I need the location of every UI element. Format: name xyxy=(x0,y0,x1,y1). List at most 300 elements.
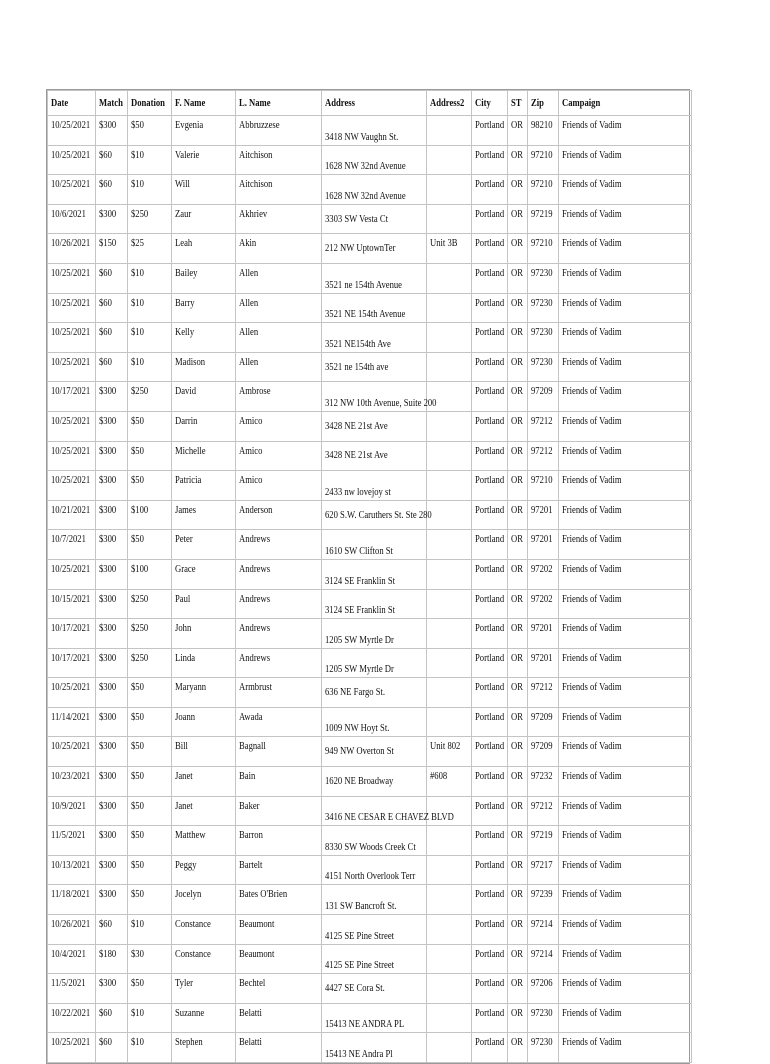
address-cell: 4125 SE Pine Street xyxy=(322,915,412,945)
last-name-cell: Belatti xyxy=(236,1033,310,1063)
campaign-cell: Friends of Vadim xyxy=(559,648,673,678)
last-name-cell: Allen xyxy=(236,323,310,353)
last-name-cell: Bagnall xyxy=(236,737,310,767)
city-cell: Portland xyxy=(472,323,503,353)
date-cell: 10/25/2021 xyxy=(48,263,89,293)
state-cell: OR xyxy=(508,411,525,441)
date-cell: 10/6/2021 xyxy=(48,204,89,234)
first-name-cell: Joann xyxy=(172,707,227,737)
first-name-cell: Valerie xyxy=(172,145,227,175)
donation-cell: $10 xyxy=(128,323,166,353)
last-name-cell: Belatti xyxy=(236,1003,310,1033)
table-row xyxy=(48,116,692,146)
address-cell: 2433 nw lovejoy st xyxy=(322,471,412,501)
first-name-cell: Zaur xyxy=(172,204,227,234)
city-cell: Portland xyxy=(472,737,503,767)
zip-cell: 97209 xyxy=(528,737,555,767)
city-cell: Portland xyxy=(472,619,503,649)
donation-cell: $250 xyxy=(128,382,166,412)
address-cell: 4125 SE Pine Street xyxy=(322,944,412,974)
city-cell: Portland xyxy=(472,974,503,1004)
state-cell: OR xyxy=(508,204,525,234)
state-cell: OR xyxy=(508,944,525,974)
zip-cell: 97219 xyxy=(528,826,555,856)
first-name-cell: Stephen xyxy=(172,1033,227,1063)
table-row xyxy=(48,767,692,797)
first-name-cell: Suzanne xyxy=(172,1003,227,1033)
zip-cell: 97212 xyxy=(528,441,555,471)
first-name-cell: David xyxy=(172,382,227,412)
campaign-cell: Friends of Vadim xyxy=(559,234,673,264)
zip-cell: 98210 xyxy=(528,116,555,146)
address-cell: 949 NW Overton St xyxy=(322,737,412,767)
address-cell: 3124 SE Franklin St xyxy=(322,589,412,619)
table-row xyxy=(48,441,692,471)
column-header-last-name: L. Name xyxy=(236,91,310,116)
last-name-cell: Baker xyxy=(236,796,310,826)
table-row xyxy=(48,323,692,353)
address-cell: 620 S.W. Caruthers St. Ste 280 xyxy=(322,500,412,530)
address2-cell xyxy=(427,1033,466,1063)
zip-cell: 97230 xyxy=(528,1033,555,1063)
match-cell: $300 xyxy=(96,885,124,915)
city-cell: Portland xyxy=(472,175,503,205)
donation-cell: $50 xyxy=(128,796,166,826)
last-name-cell: Beaumont xyxy=(236,944,310,974)
address2-cell: Unit 3B xyxy=(427,234,466,264)
campaign-cell: Friends of Vadim xyxy=(559,678,673,708)
table-row xyxy=(48,885,692,915)
zip-cell: 97201 xyxy=(528,530,555,560)
campaign-cell: Friends of Vadim xyxy=(559,707,673,737)
last-name-cell: Aitchison xyxy=(236,145,310,175)
address-cell: 3521 ne 154th Avenue xyxy=(322,263,412,293)
date-cell: 10/25/2021 xyxy=(48,352,89,382)
city-cell: Portland xyxy=(472,530,503,560)
column-header-zip: Zip xyxy=(528,91,555,116)
match-cell: $300 xyxy=(96,678,124,708)
donation-cell: $250 xyxy=(128,589,166,619)
city-cell: Portland xyxy=(472,441,503,471)
address2-cell xyxy=(427,145,466,175)
last-name-cell: Andrews xyxy=(236,559,310,589)
campaign-cell: Friends of Vadim xyxy=(559,175,673,205)
match-cell: $60 xyxy=(96,145,124,175)
city-cell: Portland xyxy=(472,648,503,678)
city-cell: Portland xyxy=(472,116,503,146)
city-cell: Portland xyxy=(472,796,503,826)
donation-cell: $100 xyxy=(128,500,166,530)
match-cell: $300 xyxy=(96,589,124,619)
address-cell: 3428 NE 21st Ave xyxy=(322,411,412,441)
zip-cell: 97232 xyxy=(528,767,555,797)
donation-cell: $50 xyxy=(128,826,166,856)
zip-cell: 97212 xyxy=(528,678,555,708)
match-cell: $300 xyxy=(96,619,124,649)
address-cell: 1009 NW Hoyt St. xyxy=(322,707,412,737)
campaign-cell: Friends of Vadim xyxy=(559,441,673,471)
match-cell: $60 xyxy=(96,263,124,293)
donation-cell: $50 xyxy=(128,411,166,441)
donation-cell: $50 xyxy=(128,678,166,708)
address2-cell xyxy=(427,944,466,974)
column-header-donation: Donation xyxy=(128,91,166,116)
campaign-cell: Friends of Vadim xyxy=(559,500,673,530)
date-cell: 10/25/2021 xyxy=(48,116,89,146)
zip-cell: 97210 xyxy=(528,471,555,501)
match-cell: $60 xyxy=(96,915,124,945)
donation-cell: $10 xyxy=(128,293,166,323)
last-name-cell: Andrews xyxy=(236,648,310,678)
date-cell: 10/25/2021 xyxy=(48,293,89,323)
address2-cell xyxy=(427,707,466,737)
date-cell: 10/26/2021 xyxy=(48,915,89,945)
donation-cell: $25 xyxy=(128,234,166,264)
match-cell: $60 xyxy=(96,293,124,323)
table-row xyxy=(48,471,692,501)
address2-cell xyxy=(427,885,466,915)
address-cell: 3416 NE CESAR E CHAVEZ BLVD xyxy=(322,796,412,826)
table-row xyxy=(48,826,692,856)
city-cell: Portland xyxy=(472,411,503,441)
state-cell: OR xyxy=(508,559,525,589)
match-cell: $300 xyxy=(96,204,124,234)
zip-cell: 97212 xyxy=(528,796,555,826)
date-cell: 10/25/2021 xyxy=(48,559,89,589)
last-name-cell: Allen xyxy=(236,352,310,382)
last-name-cell: Amico xyxy=(236,411,310,441)
date-cell: 10/25/2021 xyxy=(48,471,89,501)
table-row xyxy=(48,145,692,175)
address2-cell xyxy=(427,293,466,323)
state-cell: OR xyxy=(508,263,525,293)
state-cell: OR xyxy=(508,175,525,205)
address-cell: 312 NW 10th Avenue, Suite 200 xyxy=(322,382,412,412)
city-cell: Portland xyxy=(472,471,503,501)
city-cell: Portland xyxy=(472,915,503,945)
zip-cell: 97202 xyxy=(528,589,555,619)
last-name-cell: Bates O'Brien xyxy=(236,885,310,915)
address-cell: 4151 North Overlook Terr xyxy=(322,855,412,885)
date-cell: 10/25/2021 xyxy=(48,737,89,767)
table-row xyxy=(48,855,692,885)
first-name-cell: Matthew xyxy=(172,826,227,856)
address2-cell xyxy=(427,915,466,945)
zip-cell: 97209 xyxy=(528,382,555,412)
state-cell: OR xyxy=(508,382,525,412)
zip-cell: 97201 xyxy=(528,500,555,530)
city-cell: Portland xyxy=(472,826,503,856)
match-cell: $300 xyxy=(96,471,124,501)
donation-cell: $100 xyxy=(128,559,166,589)
address-cell: 1628 NW 32nd Avenue xyxy=(322,145,412,175)
campaign-cell: Friends of Vadim xyxy=(559,471,673,501)
address2-cell: Unit 802 xyxy=(427,737,466,767)
campaign-cell: Friends of Vadim xyxy=(559,619,673,649)
address2-cell xyxy=(427,352,466,382)
address2-cell xyxy=(427,500,466,530)
address2-cell xyxy=(427,678,466,708)
address-cell: 4427 SE Cora St. xyxy=(322,974,412,1004)
first-name-cell: Michelle xyxy=(172,441,227,471)
first-name-cell: Bailey xyxy=(172,263,227,293)
match-cell: $300 xyxy=(96,530,124,560)
column-header-city: City xyxy=(472,91,503,116)
table-row xyxy=(48,589,692,619)
campaign-cell: Friends of Vadim xyxy=(559,974,673,1004)
state-cell: OR xyxy=(508,648,525,678)
last-name-cell: Allen xyxy=(236,263,310,293)
donation-cell: $50 xyxy=(128,885,166,915)
match-cell: $300 xyxy=(96,411,124,441)
state-cell: OR xyxy=(508,796,525,826)
address2-cell xyxy=(427,559,466,589)
campaign-cell: Friends of Vadim xyxy=(559,145,673,175)
first-name-cell: Darrin xyxy=(172,411,227,441)
last-name-cell: Awada xyxy=(236,707,310,737)
address-cell: 1205 SW Myrtle Dr xyxy=(322,619,412,649)
table-row xyxy=(48,1003,692,1033)
address-cell: 1628 NW 32nd Avenue xyxy=(322,175,412,205)
table-row xyxy=(48,411,692,441)
zip-cell: 97230 xyxy=(528,263,555,293)
address2-cell xyxy=(427,974,466,1004)
address-cell: 15413 NE Andra Pl xyxy=(322,1033,412,1063)
donations-table xyxy=(47,90,692,1063)
donation-cell: $50 xyxy=(128,974,166,1004)
state-cell: OR xyxy=(508,915,525,945)
zip-cell: 97202 xyxy=(528,559,555,589)
first-name-cell: Jocelyn xyxy=(172,885,227,915)
state-cell: OR xyxy=(508,767,525,797)
donation-cell: $50 xyxy=(128,116,166,146)
zip-cell: 97210 xyxy=(528,175,555,205)
address-cell: 3521 NE154th Ave xyxy=(322,323,412,353)
zip-cell: 97201 xyxy=(528,648,555,678)
donation-cell: $250 xyxy=(128,619,166,649)
state-cell: OR xyxy=(508,855,525,885)
campaign-cell: Friends of Vadim xyxy=(559,885,673,915)
state-cell: OR xyxy=(508,441,525,471)
last-name-cell: Akhriev xyxy=(236,204,310,234)
state-cell: OR xyxy=(508,974,525,1004)
address2-cell xyxy=(427,855,466,885)
table-row xyxy=(48,915,692,945)
last-name-cell: Aitchison xyxy=(236,175,310,205)
address2-cell xyxy=(427,648,466,678)
table-row xyxy=(48,1033,692,1063)
city-cell: Portland xyxy=(472,767,503,797)
table-row xyxy=(48,204,692,234)
match-cell: $300 xyxy=(96,500,124,530)
donation-cell: $10 xyxy=(128,263,166,293)
campaign-cell: Friends of Vadim xyxy=(559,855,673,885)
last-name-cell: Akin xyxy=(236,234,310,264)
address2-cell xyxy=(427,204,466,234)
city-cell: Portland xyxy=(472,234,503,264)
state-cell: OR xyxy=(508,471,525,501)
first-name-cell: Constance xyxy=(172,944,227,974)
address2-cell xyxy=(427,116,466,146)
city-cell: Portland xyxy=(472,204,503,234)
city-cell: Portland xyxy=(472,500,503,530)
last-name-cell: Allen xyxy=(236,293,310,323)
table-row xyxy=(48,707,692,737)
first-name-cell: John xyxy=(172,619,227,649)
date-cell: 10/25/2021 xyxy=(48,441,89,471)
zip-cell: 97239 xyxy=(528,885,555,915)
state-cell: OR xyxy=(508,707,525,737)
address2-cell xyxy=(427,323,466,353)
first-name-cell: James xyxy=(172,500,227,530)
address2-cell xyxy=(427,826,466,856)
first-name-cell: Patricia xyxy=(172,471,227,501)
match-cell: $150 xyxy=(96,234,124,264)
state-cell: OR xyxy=(508,293,525,323)
campaign-cell: Friends of Vadim xyxy=(559,915,673,945)
donation-cell: $50 xyxy=(128,441,166,471)
state-cell: OR xyxy=(508,116,525,146)
match-cell: $180 xyxy=(96,944,124,974)
date-cell: 11/18/2021 xyxy=(48,885,89,915)
date-cell: 10/23/2021 xyxy=(48,767,89,797)
first-name-cell: Tyler xyxy=(172,974,227,1004)
last-name-cell: Bartelt xyxy=(236,855,310,885)
donor-sheet xyxy=(46,89,690,1064)
match-cell: $300 xyxy=(96,441,124,471)
address-cell: 1610 SW Clifton St xyxy=(322,530,412,560)
table-row xyxy=(48,293,692,323)
donation-cell: $50 xyxy=(128,471,166,501)
address-cell: 3303 SW Vesta Ct xyxy=(322,204,412,234)
first-name-cell: Kelly xyxy=(172,323,227,353)
state-cell: OR xyxy=(508,1003,525,1033)
match-cell: $60 xyxy=(96,175,124,205)
campaign-cell: Friends of Vadim xyxy=(559,116,673,146)
donation-cell: $50 xyxy=(128,530,166,560)
campaign-cell: Friends of Vadim xyxy=(559,530,673,560)
column-header-first-name: F. Name xyxy=(172,91,227,116)
address2-cell xyxy=(427,441,466,471)
column-header-campaign: Campaign xyxy=(559,91,673,116)
zip-cell: 97230 xyxy=(528,1003,555,1033)
first-name-cell: Barry xyxy=(172,293,227,323)
campaign-cell: Friends of Vadim xyxy=(559,352,673,382)
last-name-cell: Andrews xyxy=(236,619,310,649)
campaign-cell: Friends of Vadim xyxy=(559,944,673,974)
date-cell: 10/9/2021 xyxy=(48,796,89,826)
match-cell: $300 xyxy=(96,648,124,678)
city-cell: Portland xyxy=(472,707,503,737)
city-cell: Portland xyxy=(472,145,503,175)
city-cell: Portland xyxy=(472,885,503,915)
donation-cell: $250 xyxy=(128,204,166,234)
address2-cell xyxy=(427,411,466,441)
state-cell: OR xyxy=(508,234,525,264)
campaign-cell: Friends of Vadim xyxy=(559,204,673,234)
donation-cell: $10 xyxy=(128,175,166,205)
zip-cell: 97214 xyxy=(528,944,555,974)
city-cell: Portland xyxy=(472,944,503,974)
state-cell: OR xyxy=(508,352,525,382)
date-cell: 10/25/2021 xyxy=(48,411,89,441)
last-name-cell: Amico xyxy=(236,471,310,501)
first-name-cell: Peggy xyxy=(172,855,227,885)
table-row xyxy=(48,944,692,974)
city-cell: Portland xyxy=(472,352,503,382)
state-cell: OR xyxy=(508,737,525,767)
table-row xyxy=(48,678,692,708)
last-name-cell: Abbruzzese xyxy=(236,116,310,146)
zip-cell: 97201 xyxy=(528,619,555,649)
zip-cell: 97219 xyxy=(528,204,555,234)
table-row xyxy=(48,737,692,767)
city-cell: Portland xyxy=(472,382,503,412)
donation-cell: $50 xyxy=(128,855,166,885)
match-cell: $60 xyxy=(96,1033,124,1063)
state-cell: OR xyxy=(508,323,525,353)
first-name-cell: Evgenia xyxy=(172,116,227,146)
table-row xyxy=(48,530,692,560)
city-cell: Portland xyxy=(472,1033,503,1063)
date-cell: 10/25/2021 xyxy=(48,323,89,353)
address2-cell xyxy=(427,530,466,560)
campaign-cell: Friends of Vadim xyxy=(559,263,673,293)
address2-cell xyxy=(427,175,466,205)
zip-cell: 97230 xyxy=(528,323,555,353)
last-name-cell: Bain xyxy=(236,767,310,797)
zip-cell: 97210 xyxy=(528,234,555,264)
date-cell: 11/5/2021 xyxy=(48,826,89,856)
last-name-cell: Andrews xyxy=(236,589,310,619)
column-header-state: ST xyxy=(508,91,525,116)
campaign-cell: Friends of Vadim xyxy=(559,559,673,589)
match-cell: $300 xyxy=(96,737,124,767)
address-cell: 3418 NW Vaughn St. xyxy=(322,116,412,146)
donation-cell: $50 xyxy=(128,737,166,767)
city-cell: Portland xyxy=(472,559,503,589)
first-name-cell: Madison xyxy=(172,352,227,382)
campaign-cell: Friends of Vadim xyxy=(559,737,673,767)
match-cell: $300 xyxy=(96,707,124,737)
first-name-cell: Grace xyxy=(172,559,227,589)
match-cell: $60 xyxy=(96,1003,124,1033)
match-cell: $60 xyxy=(96,323,124,353)
table-row xyxy=(48,648,692,678)
state-cell: OR xyxy=(508,530,525,560)
address-cell: 3124 SE Franklin St xyxy=(322,559,412,589)
table-body xyxy=(48,116,692,1063)
donation-cell: $50 xyxy=(128,707,166,737)
last-name-cell: Bechtel xyxy=(236,974,310,1004)
table-row xyxy=(48,559,692,589)
donation-cell: $50 xyxy=(128,767,166,797)
table-row xyxy=(48,263,692,293)
date-cell: 10/25/2021 xyxy=(48,145,89,175)
table-row xyxy=(48,796,692,826)
donation-cell: $10 xyxy=(128,915,166,945)
date-cell: 10/25/2021 xyxy=(48,1033,89,1063)
campaign-cell: Friends of Vadim xyxy=(559,796,673,826)
address-cell: 131 SW Bancroft St. xyxy=(322,885,412,915)
state-cell: OR xyxy=(508,145,525,175)
address-cell: 3428 NE 21st Ave xyxy=(322,441,412,471)
table-row xyxy=(48,500,692,530)
first-name-cell: Will xyxy=(172,175,227,205)
address-cell: 3521 ne 154th ave xyxy=(322,352,412,382)
match-cell: $300 xyxy=(96,826,124,856)
address-cell: 1205 SW Myrtle Dr xyxy=(322,648,412,678)
